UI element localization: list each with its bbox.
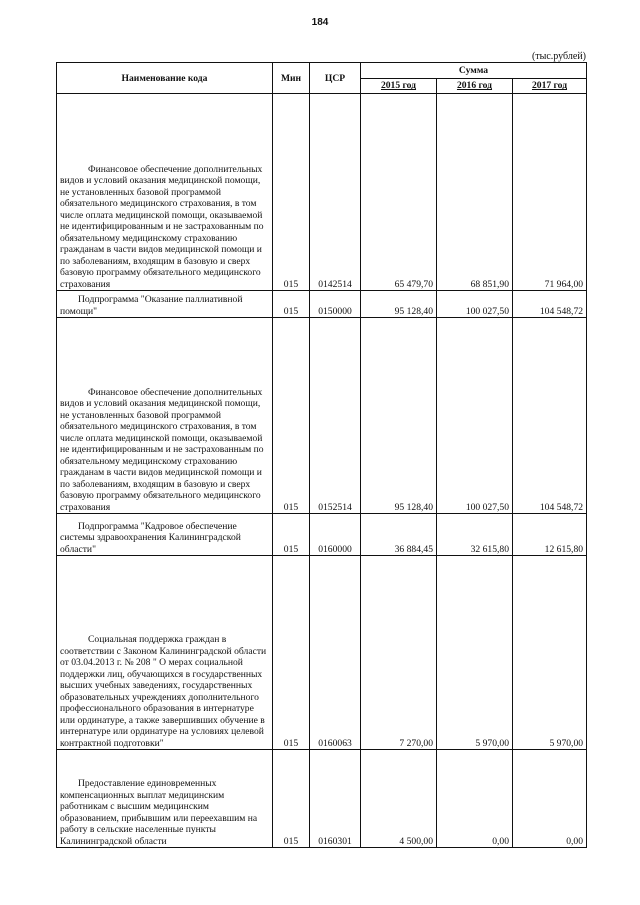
row-2016: 100 027,50 [437, 318, 513, 514]
row-2016: 32 615,80 [437, 514, 513, 556]
row-csr: 0152514 [310, 318, 361, 514]
units-label: (тыс.рублей) [531, 51, 586, 62]
row-2016: 5 970,00 [437, 556, 513, 750]
header-year-2015: 2015 год [361, 78, 437, 94]
row-2015: 65 479,70 [361, 94, 437, 291]
row-name: Подпрограмма "Кадровое обеспечение системы здравоохранения Калининградской области" [57, 514, 273, 556]
page-number: 184 [311, 17, 329, 28]
row-2015: 95 128,40 [361, 318, 437, 514]
table-row [57, 318, 587, 514]
header-sum: Сумма [361, 63, 587, 79]
row-min: 015 [273, 750, 310, 848]
row-csr: 0160063 [310, 556, 361, 750]
row-min: 015 [273, 514, 310, 556]
row-2017: 71 964,00 [513, 94, 587, 291]
header-csr: ЦСР [310, 63, 361, 94]
header-min: Мин [273, 63, 310, 94]
row-csr: 0160000 [310, 514, 361, 556]
table-row [57, 291, 587, 318]
row-csr: 0150000 [310, 291, 361, 318]
row-min: 015 [273, 318, 310, 514]
row-2016: 100 027,50 [437, 291, 513, 318]
row-name: Предоставление единовременных компенсационных выплат медицинским работникам с высшим медицинским образованием, прибывшим или переехавшим на работу в сельские населенные пункты Калининградской области [57, 750, 273, 848]
row-csr: 0142514 [310, 94, 361, 291]
row-2015: 36 884,45 [361, 514, 437, 556]
row-2017: 104 548,72 [513, 318, 587, 514]
row-name: Социальная поддержка граждан в соответствии с Законом Калининградской области от 03.04.2013 г. № 208 " О мерах социальной поддержки лиц, обучающихся в государственных высших учебных заведениях, государственных образовательных учреждениях дополнительного профессионального образования в интернатуре или ординатуре, а также завершивших обучение в интернатуре или ординатуре на условиях целевой контрактной подготовки" [57, 556, 273, 750]
header-year-2017: 2017 год [513, 78, 587, 94]
row-csr: 0160301 [310, 750, 361, 848]
table-row [57, 514, 587, 556]
header-name: Наименование кода [57, 63, 273, 94]
row-2017: 12 615,80 [513, 514, 587, 556]
table-row [57, 94, 587, 291]
row-2017: 5 970,00 [513, 556, 587, 750]
row-2017: 0,00 [513, 750, 587, 848]
row-2015: 7 270,00 [361, 556, 437, 750]
table-row [57, 556, 587, 750]
table-row [57, 750, 587, 848]
row-min: 015 [273, 94, 310, 291]
row-2016: 0,00 [437, 750, 513, 848]
row-name: Финансовое обеспечение дополнительных видов и условий оказания медицинской помощи, не установленных базовой программой обязательного медицинского страхования, в том числе оплата медицинской помощи, оказываемой не идентифицированным и не застрахованным по обязательному медицинскому страхованию гражданам в части видов медицинской помощи и по заболеваниям, входящим в базовую и сверх базовую программу обязательного медицинского страхования [57, 318, 273, 514]
row-2017: 104 548,72 [513, 291, 587, 318]
row-min: 015 [273, 291, 310, 318]
row-min: 015 [273, 556, 310, 750]
row-name: Финансовое обеспечение дополнительных видов и условий оказания медицинской помощи, не установленных базовой программой обязательного медицинского страхования, в том числе оплата медицинской помощи, оказываемой не идентифицированным и не застрахованным по обязательному медицинскому страхованию гражданам в части видов медицинской помощи и по заболеваниям, входящим в базовую и сверх базовую программу обязательного медицинского страхования [57, 94, 273, 291]
row-name: Подпрограмма "Оказание паллиативной помощи" [57, 291, 273, 318]
row-2016: 68 851,90 [437, 94, 513, 291]
header-year-2016: 2016 год [437, 78, 513, 94]
row-2015: 4 500,00 [361, 750, 437, 848]
budget-table [56, 62, 587, 848]
row-2015: 95 128,40 [361, 291, 437, 318]
